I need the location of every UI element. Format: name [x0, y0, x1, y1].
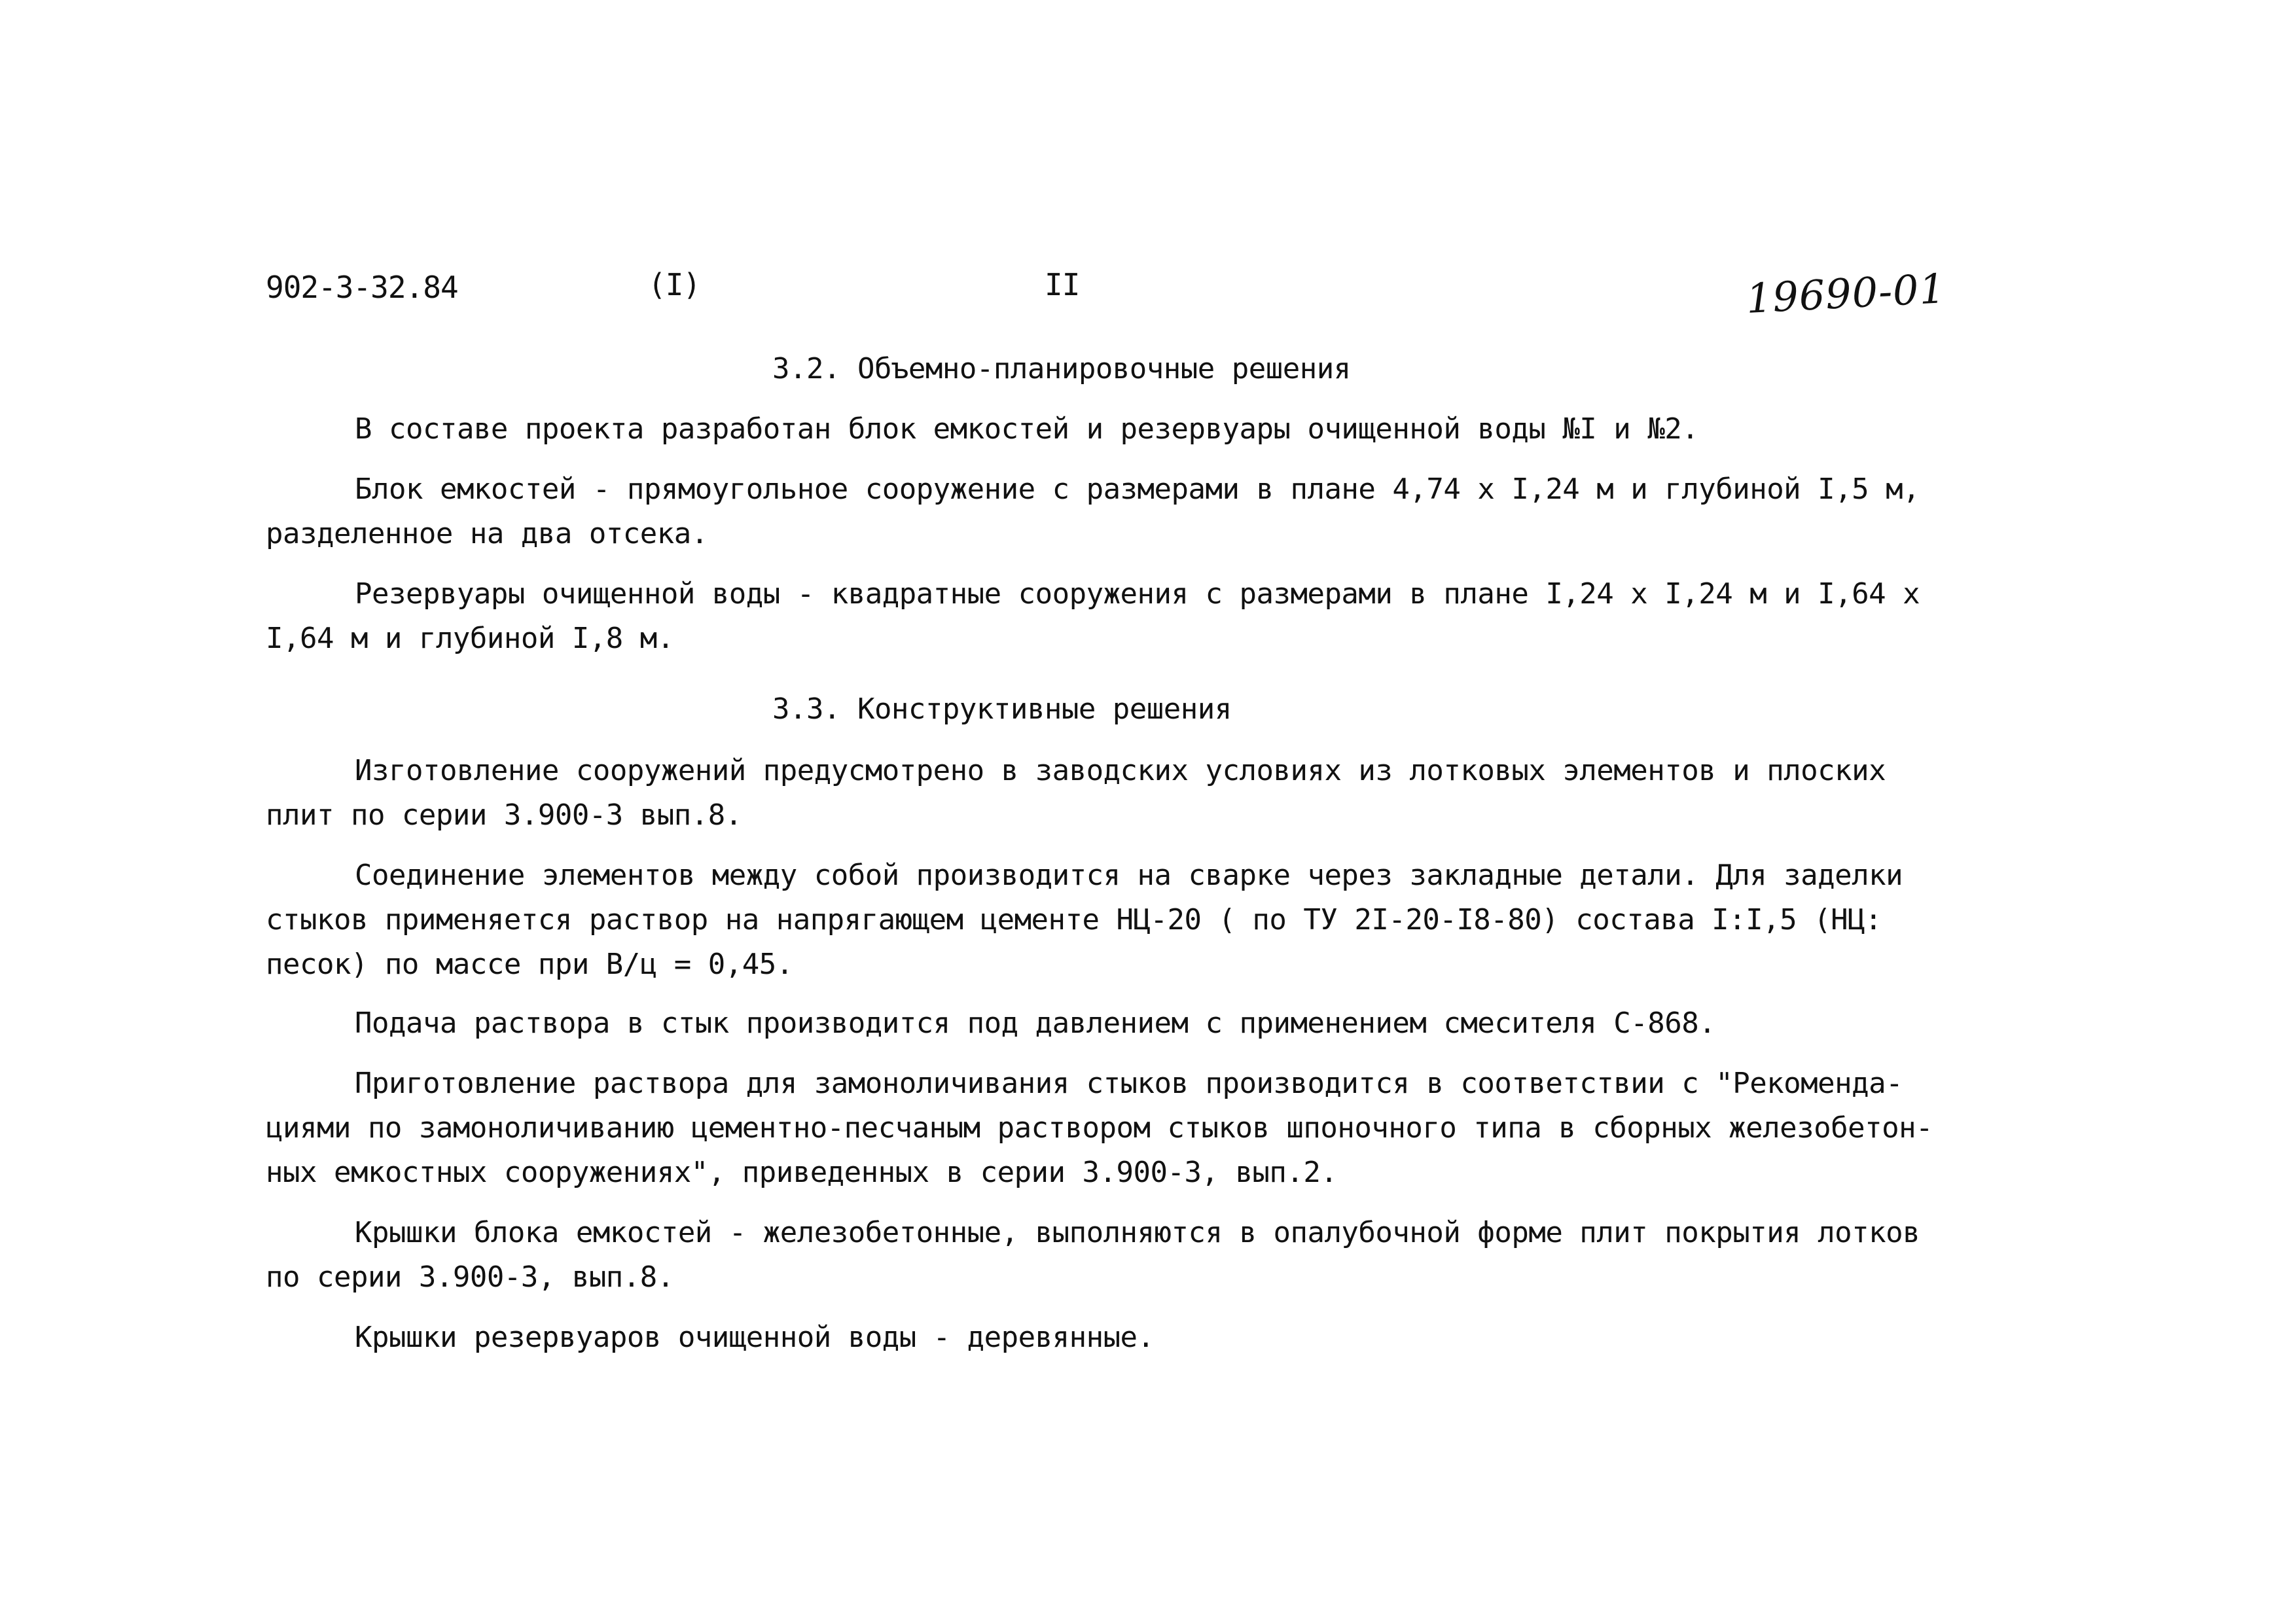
- handwritten-inventory-number: 19690-01: [1745, 264, 1947, 323]
- paragraph-line: стыков применяется раствор на напрягающем цементе НЦ-20 ( по ТУ 2I-20-I8-80) состава I:I,5 (НЦ:: [266, 903, 1882, 936]
- paragraph-line: плит по серии 3.900-3 вып.8.: [266, 798, 742, 832]
- paragraph-line: Блок емкостей - прямоугольное сооружение с размерами в плане 4,74 х I,24 м и глубиной I,5 м,: [355, 473, 1920, 506]
- paragraph-line: Крышки резервуаров очищенной воды - деревянные.: [355, 1321, 1155, 1354]
- paragraph-line: циями по замоноличиванию цементно-песчаным раствором стыков шпоночного типа в сборных железобетон-: [266, 1111, 1933, 1145]
- document-code: 902-3-32.84: [266, 270, 458, 305]
- paragraph-line: Резервуары очищенной воды - квадратные сооружения с размерами в плане I,24 х I,24 м и I,64 х: [355, 577, 1920, 611]
- paragraph-line: Соединение элементов между собой производится на сварке через закладные детали. Для заделки: [355, 859, 1903, 892]
- paragraph-line: I,64 м и глубиной I,8 м.: [266, 622, 674, 655]
- paragraph-line: Изготовление сооружений предусмотрено в заводских условиях из лотковых элементов и плоских: [355, 754, 1886, 787]
- paragraph-line: песок) по массе при В/ц = 0,45.: [266, 948, 793, 981]
- section-heading-3-3: 3.3. Конструктивные решения: [772, 692, 1232, 726]
- paragraph-line: по серии 3.900-3, вып.8.: [266, 1260, 674, 1294]
- page-number: II: [1045, 267, 1080, 302]
- paragraph-line: разделенное на два отсека.: [266, 517, 708, 550]
- document-part: (I): [648, 267, 701, 302]
- paragraph-line: В составе проекта разработан блок емкостей и резервуары очищенной воды №I и №2.: [355, 412, 1699, 446]
- paragraph-line: Крышки блока емкостей - железобетонные, выполняются в опалубочной форме плит покрытия лотков: [355, 1216, 1920, 1249]
- paragraph-line: Приготовление раствора для замоноличивания стыков производится в соответствии с "Рекоменда-: [355, 1067, 1903, 1100]
- paragraph-line: Подача раствора в стык производится под давлением с применением смесителя С-868.: [355, 1007, 1716, 1040]
- paragraph-line: ных емкостных сооружениях", приведенных в серии 3.900-3, вып.2.: [266, 1156, 1338, 1189]
- section-heading-3-2: 3.2. Объемно-планировочные решения: [772, 352, 1351, 385]
